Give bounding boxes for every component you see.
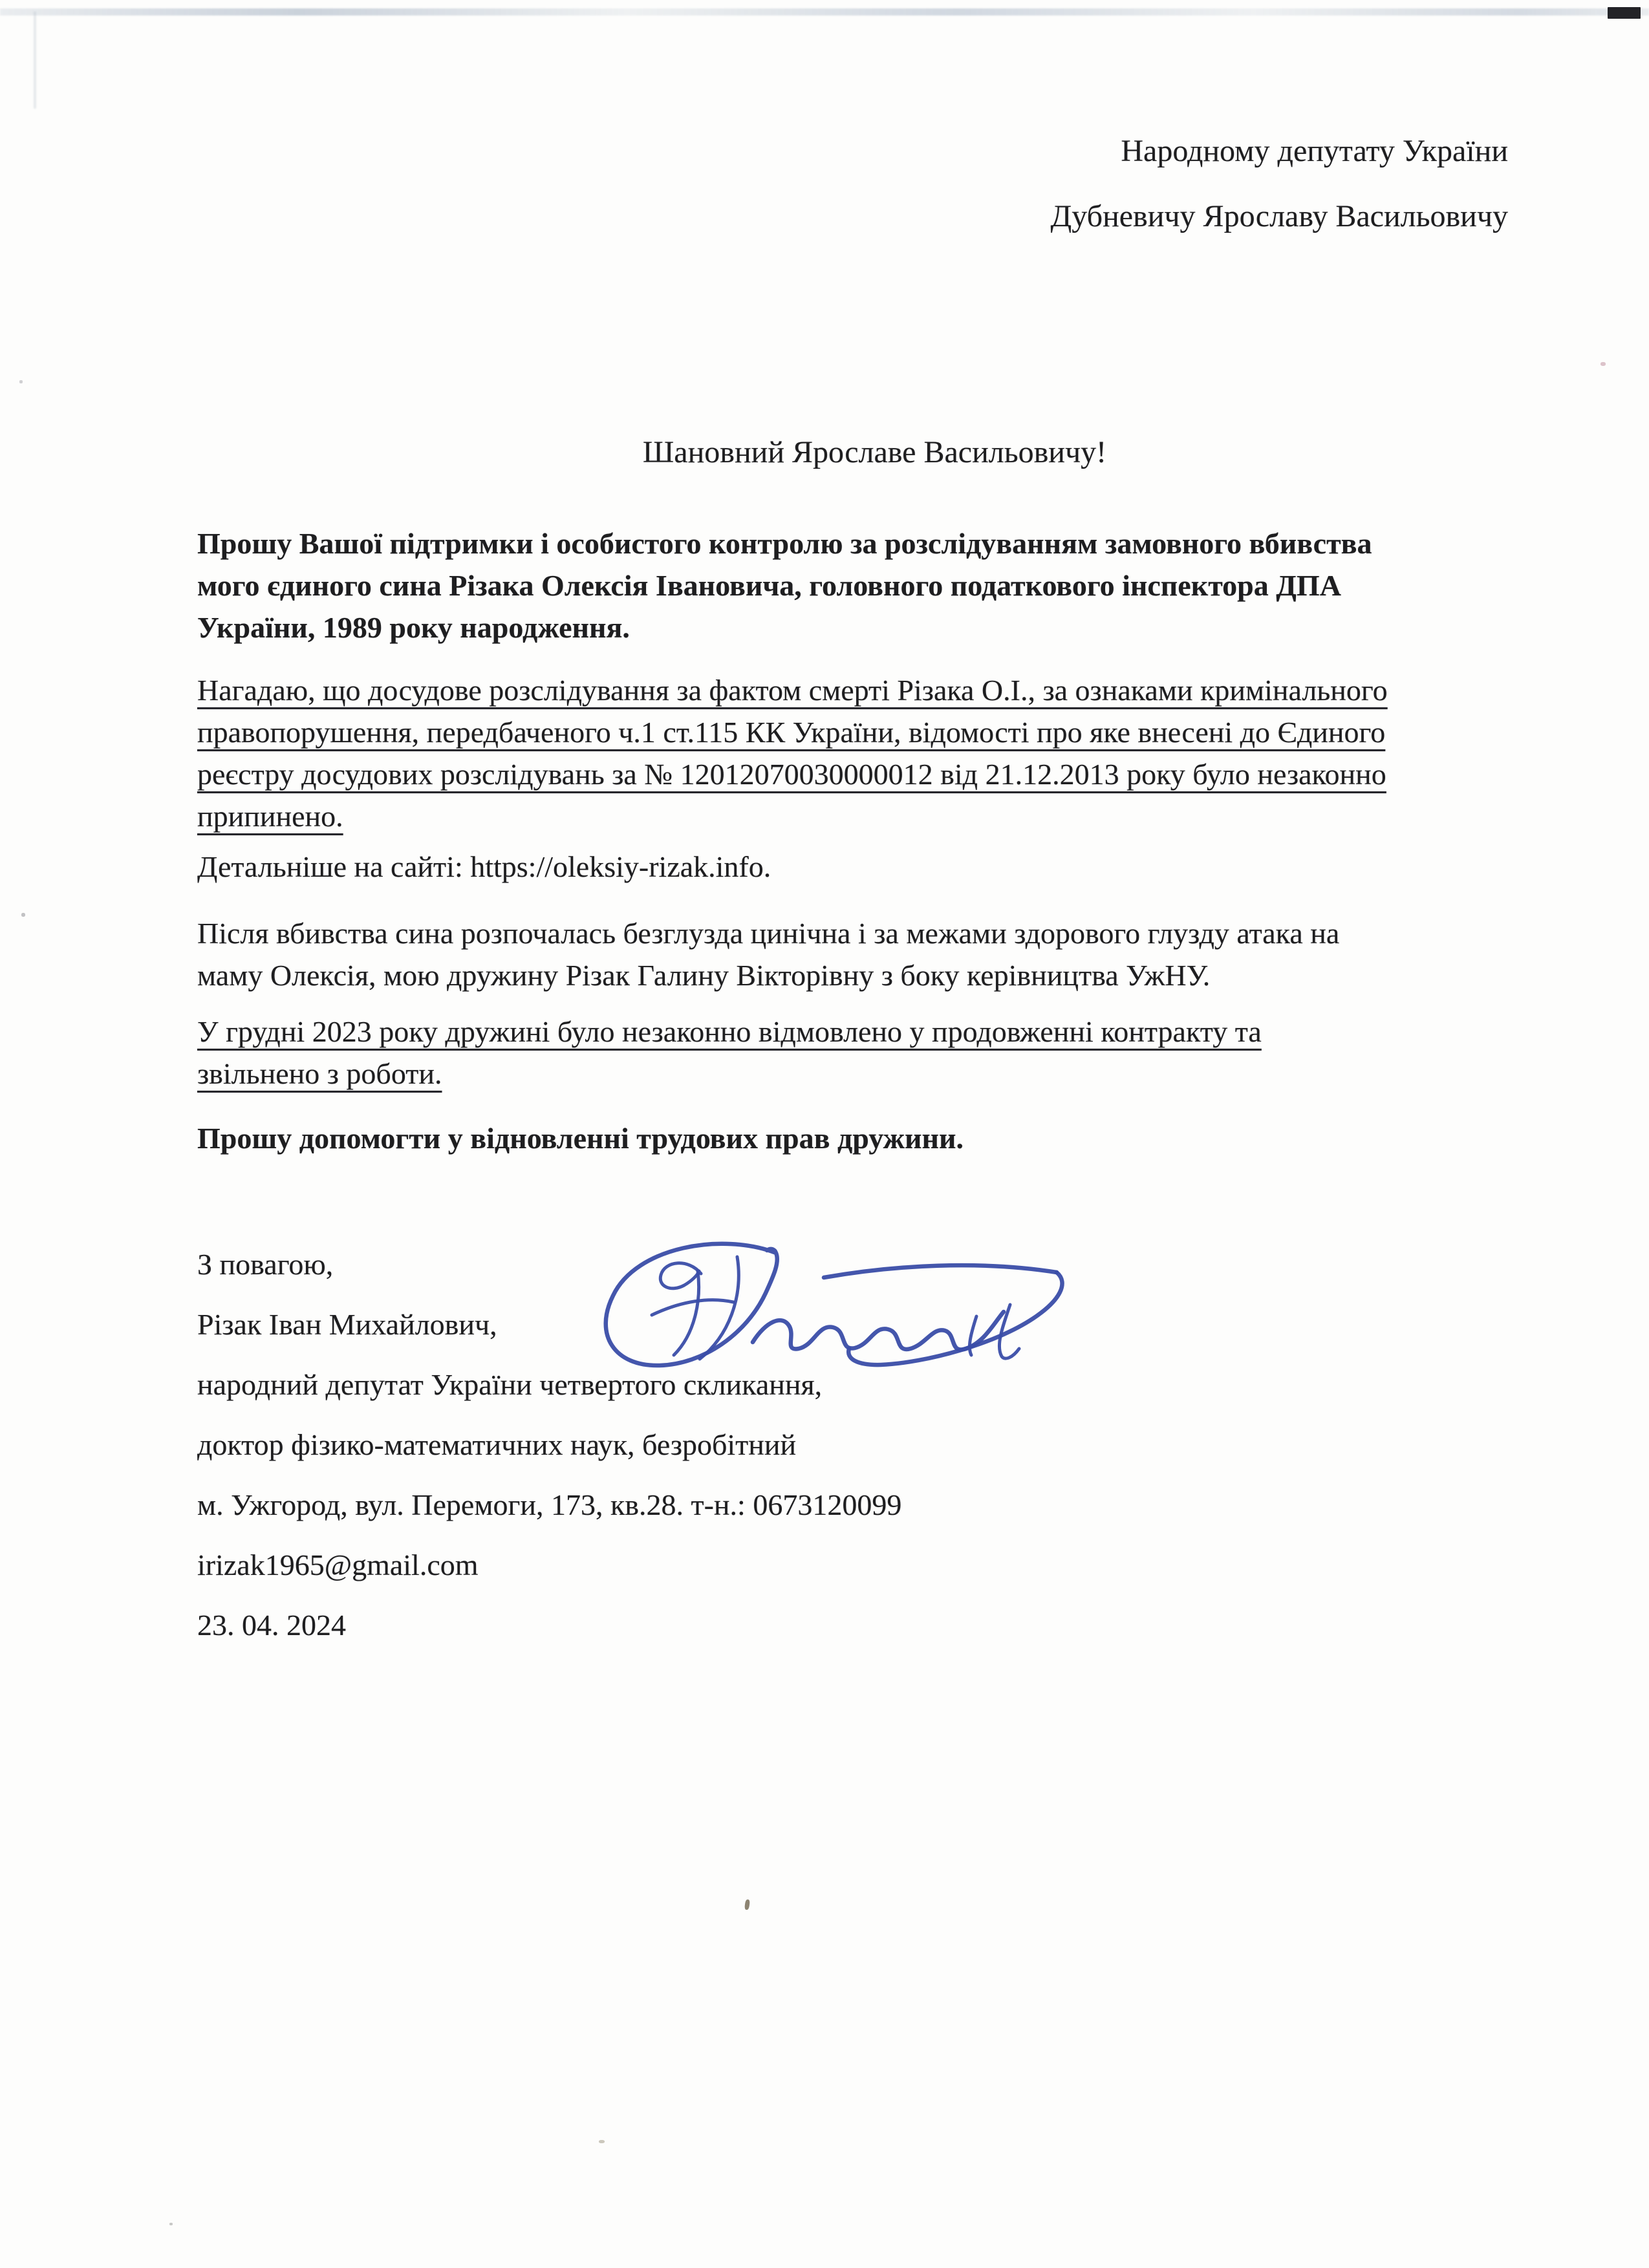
scan-speck	[1600, 362, 1606, 366]
paragraph-line: звільнено з роботи.	[197, 1057, 442, 1090]
paragraph-contract-termination	[197, 1011, 1500, 1095]
paragraph-line: України, 1989 року народження.	[197, 611, 630, 644]
signoff-name: Різак Іван Михайлович,	[197, 1308, 497, 1341]
scan-speck	[169, 2223, 173, 2225]
paragraph-help-request	[197, 1117, 1500, 1159]
paragraph-line: Після вбивства сина розпочалась безглузда цинічна і за межами здорового глузду атака на	[197, 917, 1340, 950]
paragraph-line: маму Олексія, мою дружину Різак Галину Вікторівну з боку керівництва УжНУ.	[197, 959, 1211, 992]
paragraph-line: Прошу допомогти у відновленні трудових прав дружини.	[197, 1122, 964, 1155]
paragraph-reminder	[197, 669, 1500, 837]
paragraph-request-support	[197, 522, 1500, 648]
paragraph-line: У грудні 2023 року дружині було незаконно відмовлено у продовженні контракту та	[197, 1015, 1262, 1048]
recipient-line: Народному депутату України	[1121, 134, 1508, 168]
signoff-address-phone: м. Ужгород, вул. Перемоги, 173, кв.28. т-н.: 0673120099	[197, 1488, 902, 1521]
paragraph-line: правопорушення, передбаченого ч.1 ст.115 КК України, відомості про яке внесені до Єдиного	[197, 716, 1386, 749]
signoff-title: народний депутат України четвертого скликання,	[197, 1368, 823, 1401]
handwritten-signature-icon	[590, 1236, 1073, 1377]
signoff-title: доктор фізико-математичних наук, безробітний	[197, 1428, 797, 1461]
scan-corner-mark	[1608, 7, 1641, 19]
scan-left-edge	[34, 12, 36, 109]
scan-speck	[744, 1899, 750, 1910]
website-note	[197, 846, 1500, 888]
scan-edge-band	[0, 8, 1649, 16]
paragraph-line: Прошу Вашої підтримки і особистого контролю за розслідуванням замовного вбивства	[197, 527, 1372, 560]
paragraph-after-murder	[197, 912, 1500, 996]
signoff-regards: З повагою,	[197, 1248, 334, 1281]
recipient-line: Дубневичу Ярославу Васильовичу	[1050, 199, 1508, 233]
paragraph-line: реєстру досудових розслідувань за № 12012070030000012 від 21.12.2013 року було незаконно	[197, 758, 1386, 791]
paragraph-line: Нагадаю, що досудове розслідування за фактом смерті Різака О.І., за ознаками кримінального	[197, 674, 1388, 707]
salutation: Шановний Ярославе Васильовичу!	[642, 435, 1107, 469]
signoff-email: irizak1965@gmail.com	[197, 1548, 479, 1581]
scan-speck	[19, 380, 23, 383]
paragraph-line: припинено.	[197, 800, 343, 833]
signoff-date: 23. 04. 2024	[197, 1609, 346, 1642]
scan-speck	[599, 2140, 605, 2143]
website-note-line: Детальніше на сайті: https://oleksiy-rizak.info.	[197, 850, 771, 883]
recipient-block	[1051, 118, 1508, 249]
paragraph-line: мого єдиного сина Різака Олексія Івановича, головного податкового інспектора ДПА	[197, 569, 1341, 602]
scan-speck	[21, 913, 25, 917]
